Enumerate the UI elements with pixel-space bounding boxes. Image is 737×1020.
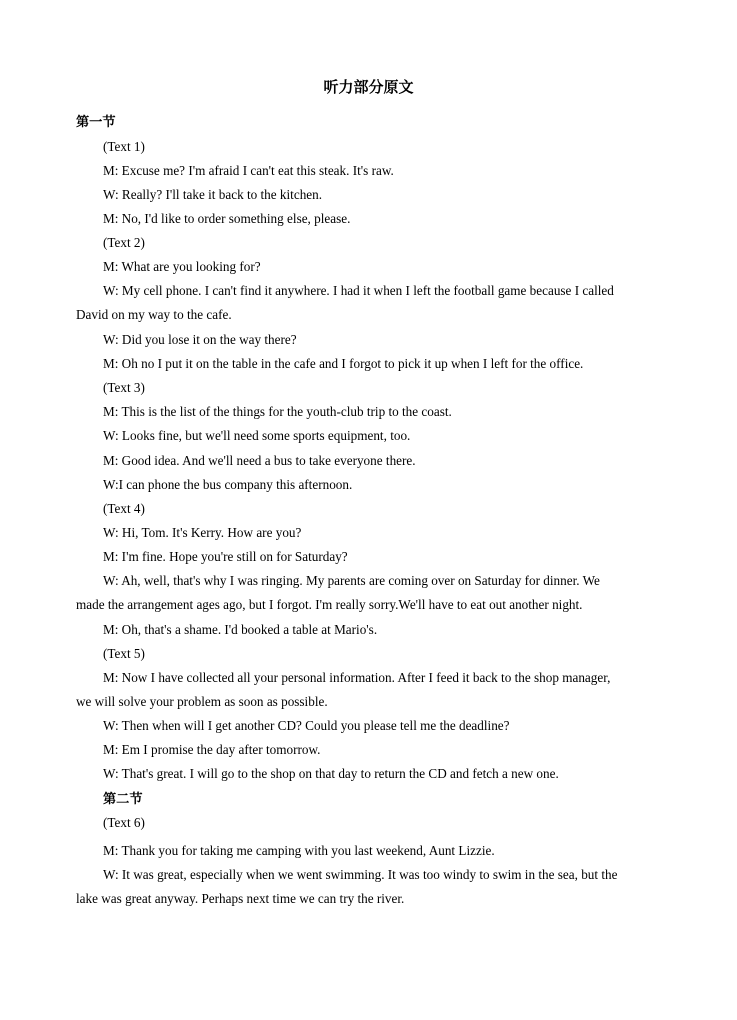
dialogue-line: M: I'm fine. Hope you're still on for Saturday? bbox=[103, 549, 348, 564]
dialogue-line: W: That's great. I will go to the shop on that day to return the CD and fetch a new one. bbox=[103, 766, 559, 781]
dialogue-line: M: What are you looking for? bbox=[103, 259, 261, 274]
dialogue-line: M: Now I have collected all your personal information. After I feed it back to the shop manager, bbox=[103, 670, 611, 685]
dialogue-line: W: Looks fine, but we'll need some sports equipment, too. bbox=[103, 428, 411, 443]
dialogue-line: W: Then when will I get another CD? Could you please tell me the deadline? bbox=[103, 718, 510, 733]
dialogue-line: W:I can phone the bus company this afternoon. bbox=[103, 477, 353, 492]
dialogue-line: M: Oh, that's a shame. I'd booked a table at Mario's. bbox=[103, 622, 378, 637]
dialogue-line: M: Good idea. And we'll need a bus to take everyone there. bbox=[103, 453, 416, 468]
text-label: (Text 4) bbox=[103, 501, 145, 516]
dialogue-line: M: Thank you for taking me camping with you last weekend, Aunt Lizzie. bbox=[103, 843, 495, 858]
dialogue-line: W: Did you lose it on the way there? bbox=[103, 332, 297, 347]
dialogue-line: M: Oh no I put it on the table in the cafe and I forgot to pick it up when I left for the office. bbox=[103, 356, 584, 371]
dialogue-line: M: Excuse me? I'm afraid I can't eat this steak. It's raw. bbox=[103, 163, 394, 178]
section-heading-1: 第一节 bbox=[76, 114, 116, 129]
dialogue-line-continuation: lake was great anyway. Perhaps next time we can try the river. bbox=[76, 891, 405, 906]
page-title: 听力部分原文 bbox=[323, 80, 414, 96]
dialogue-line: W: Hi, Tom. It's Kerry. How are you? bbox=[103, 525, 302, 540]
text-label: (Text 6) bbox=[103, 815, 145, 830]
text-label: (Text 1) bbox=[103, 139, 145, 154]
section-heading-2: 第二节 bbox=[103, 791, 143, 806]
dialogue-line: M: No, I'd like to order something else, please. bbox=[103, 211, 351, 226]
dialogue-line: W: Really? I'll take it back to the kitchen. bbox=[103, 187, 323, 202]
dialogue-line: W: It was great, especially when we went swimming. It was too windy to swim in the sea, but the bbox=[103, 867, 618, 882]
dialogue-line-continuation: we will solve your problem as soon as possible. bbox=[76, 694, 328, 709]
dialogue-line: M: This is the list of the things for the youth-club trip to the coast. bbox=[103, 404, 452, 419]
text-label: (Text 2) bbox=[103, 235, 145, 250]
dialogue-line-continuation: made the arrangement ages ago, but I forgot. I'm really sorry.We'll have to eat out another night. bbox=[76, 597, 583, 612]
dialogue-line-continuation: David on my way to the cafe. bbox=[76, 307, 232, 322]
dialogue-line: W: My cell phone. I can't find it anywhere. I had it when I left the football game because I called bbox=[103, 283, 614, 298]
text-label: (Text 5) bbox=[103, 646, 145, 661]
dialogue-line: M: Em I promise the day after tomorrow. bbox=[103, 742, 321, 757]
text-label: (Text 3) bbox=[103, 380, 145, 395]
dialogue-line: W: Ah, well, that's why I was ringing. My parents are coming over on Saturday for dinner. We bbox=[103, 573, 600, 588]
